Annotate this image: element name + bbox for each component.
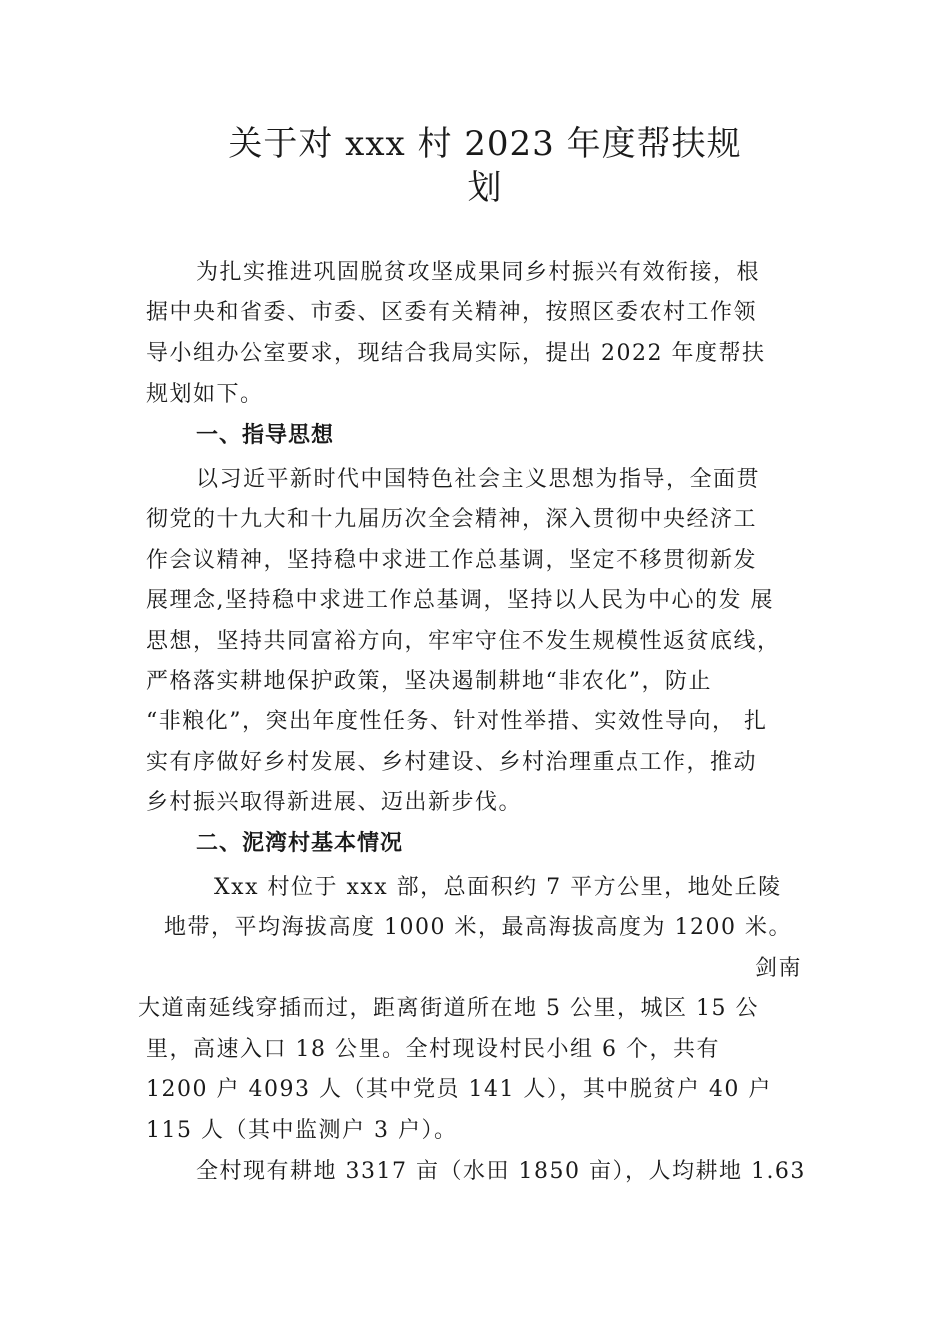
- section-2-line-7: 115 人（其中监测户 3 户）。: [146, 1118, 458, 1143]
- section-2-line-8: 全村现有耕地 3317 亩（水田 1850 亩），人均耕地 1.63: [196, 1159, 806, 1184]
- section-1-line-9: 乡村振兴取得新进展、迈出新步伐。: [146, 790, 523, 815]
- intro-line-1: 为扎实推进巩固脱贫攻坚成果同乡村振兴有效衔接，根: [196, 260, 761, 285]
- section-2-line-3: 剑南: [755, 956, 803, 981]
- section-1-line-7: “非粮化”，突出年度性任务、针对性举措、实效性导向， 扎: [146, 709, 768, 734]
- section-1-line-4: 展理念,坚持稳中求进工作总基调，坚持以人民为中心的发 展: [146, 588, 774, 613]
- section-1-line-8: 实有序做好乡村发展、乡村建设、乡村治理重点工作，推动: [146, 750, 758, 775]
- section-2-line-1: Xxx 村位于 xxx 部，总面积约 7 平方公里，地处丘陵: [214, 875, 782, 900]
- section-2-line-2: 地带，平均海拔高度 1000 米，最高海拔高度为 1200 米。: [164, 915, 792, 940]
- intro-line-3: 导小组办公室要求，现结合我局实际，提出 2022 年度帮扶: [146, 341, 766, 366]
- section-1-line-5: 思想，坚持共同富裕方向，牢牢守住不发生规模性返贫底线，: [146, 629, 781, 654]
- section-1-line-3: 作会议精神，坚持稳中求进工作总基调，坚定不移贯彻新发: [146, 548, 758, 573]
- section-1-heading: 一、指导思想: [196, 423, 335, 448]
- document-title: [200, 122, 770, 210]
- section-2-heading: 二、泥湾村基本情况: [196, 831, 404, 856]
- section-2-line-5: 里，高速入口 18 公里。全村现设村民小组 6 个，共有: [146, 1037, 720, 1062]
- section-1-line-2: 彻党的十九大和十九届历次全会精神，深入贯彻中央经济工: [146, 507, 758, 532]
- section-1-line-6: 严格落实耕地保护政策，坚决遏制耕地“非农化”，防止: [146, 669, 712, 694]
- title-line-1: 关于对 xxx 村 2023 年度帮扶规: [228, 124, 742, 164]
- title-line-2: 划: [467, 168, 503, 208]
- intro-line-2: 据中央和省委、市委、区委有关精神，按照区委农村工作领: [146, 300, 758, 325]
- section-1-line-1: 以习近平新时代中国特色社会主义思想为指导，全面贯: [196, 467, 761, 492]
- intro-line-4: 规划如下。: [146, 382, 264, 407]
- section-2-line-4: 大道南延线穿插而过，距离街道所在地 5 公里，城区 15 公: [138, 996, 759, 1021]
- section-2-line-6: 1200 户 4093 人（其中党员 141 人），其中脱贫户 40 户: [146, 1077, 772, 1102]
